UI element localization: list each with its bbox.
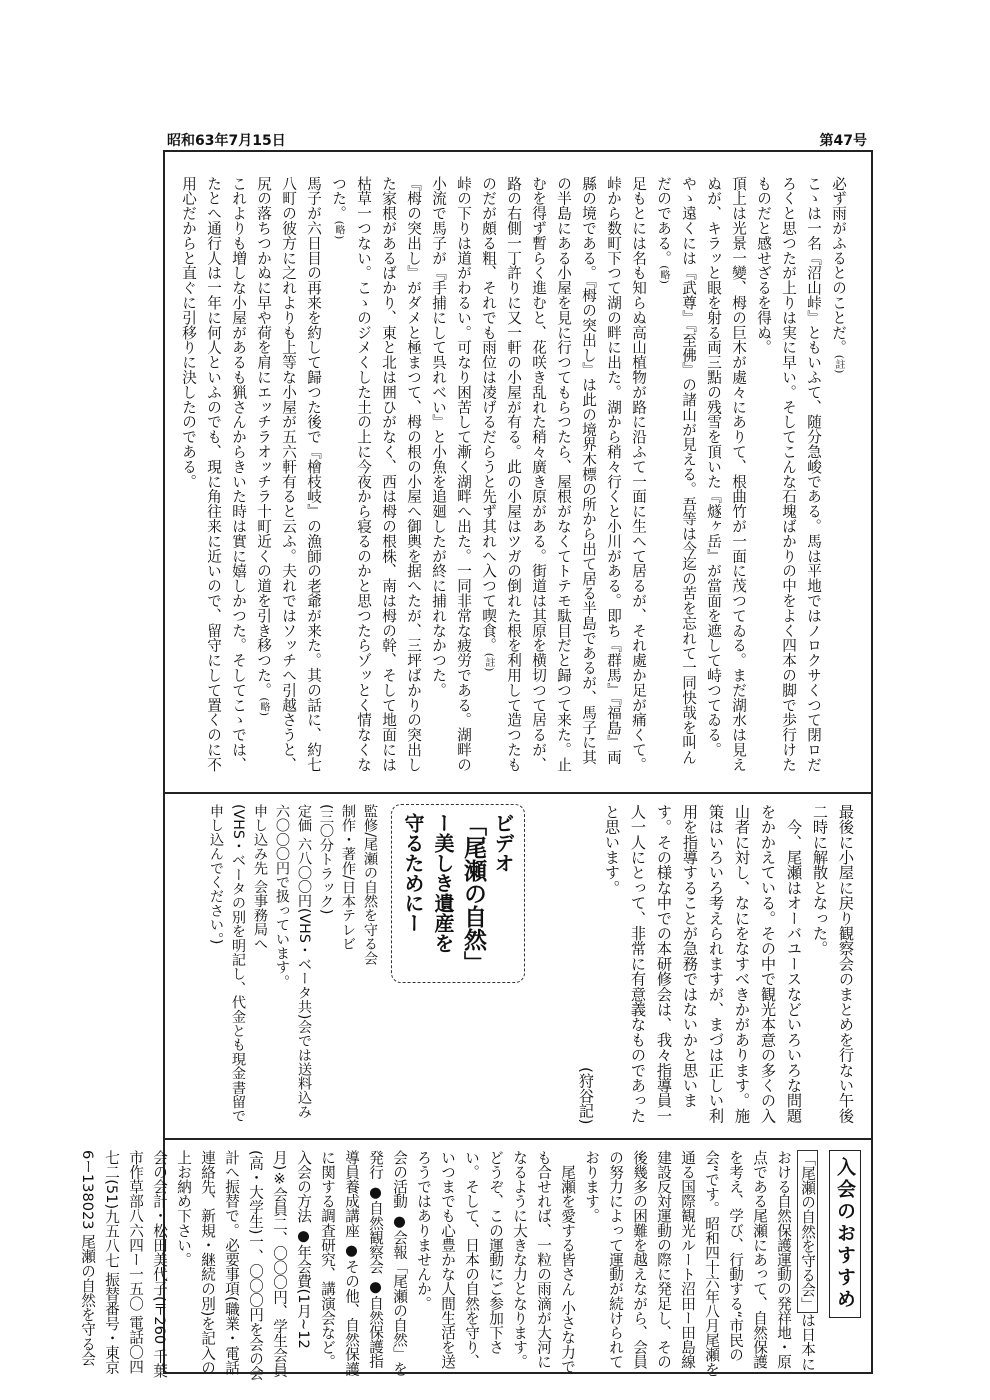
section-divider bbox=[165, 1138, 871, 1140]
org-name: 「尾瀬の自然を守る会」 bbox=[799, 1151, 816, 1312]
article-paragraph: 頂上は光景一變、栂の巨木が處々にありて、根曲竹が一面に茂つてゐる。まだ湖水は見えぬが、キラッと眼を射る両三點の残雪を頂いた『燧ヶ岳』が當面を遮して峙つてゐる。やゝ遠くには『武尊』『至佛』の諸山が見える。吾等は今迄の苦を忘れて一同快哉を叫んだのである。(略) bbox=[655, 176, 747, 772]
article-paragraph: これよりも増しな小屋があるも猟さんからきいた時は實に嬉しかつた。そしてこゝでは、たとへ通行人は一年に何人といふのでも、現に角往来に近いので、留守にして置くのに不用心だからと直ぐに引移りに決したのである。 bbox=[180, 176, 247, 772]
membership-invitation bbox=[79, 1150, 861, 1382]
video-production: 制作・著作/日本テレビ bbox=[340, 804, 356, 951]
travel-account-article bbox=[180, 176, 851, 776]
article-paragraph: 馬子が六日目の再来を約して歸つた後で『檜枝岐』の漁師の老爺が来た。其の話に、約七八町の彼方に之れよりも上等な小屋が五六軒有ると云ふ。夫れではソッチへ引越さうと、尻の落ちつかぬに早や荷を肩にエッチラオッチラ十町近くの道を引き移つた。(略) bbox=[255, 176, 322, 772]
video-title-box bbox=[391, 804, 525, 983]
annotation-mark: (註) bbox=[833, 354, 844, 374]
section-divider bbox=[165, 792, 871, 794]
article-paragraph: 足もとには名も知らぬ高山植物が路に沿ふて一面に生へて居るが、それ處か足が痛くて。峠から数町下つて湖の畔に出た。湖から稍々行くと小川がある。即ち『群馬』『福島』両縣の境である。『栂の突出し』は此の境界木標の所から出て居る半島であるが、馬子に其の半島にある小屋を見に行つてもらつたら、屋根がなくてトテモ駄目だと歸つて来た。止むを得ず暫らく進むと、花咲き乱れた稍々廣き原がある。街道は其原を横切つて居るが、路の右側一丁許りに又一軒の小屋が有る。此の小屋はツガの倒れた根を利用して造つたものだが頗る粗、それでも雨位は凌げるだらうと先ず其れへ入つて喫食。(註) bbox=[480, 176, 647, 772]
content-frame bbox=[79, 150, 873, 1381]
workshop-report bbox=[537, 804, 859, 1124]
annotation-mark: (註) bbox=[483, 652, 494, 672]
annotation-mark: (略) bbox=[333, 220, 344, 240]
annotation-mark: (略) bbox=[658, 265, 669, 285]
article-paragraph: 必ず雨がふるとのことだ。(註) bbox=[830, 176, 847, 374]
membership-appeal: 尾瀬を愛する皆さん 小さな力でも合せれば、一粒の雨滴が大河になるように大きな力となります。どうぞ、この運動にご参加下さい。そして、日本の自然を守り、いつまでも心豊かな人間生活を送ろうではありませんか。 bbox=[415, 1150, 576, 1374]
article-paragraph: 『栂の突出し』がダメと極まつて、栂の根の小屋へ御輿を据へたが、三坪ばかりの突出した家根があるばかり、東と北は囲ひがなく、西は栂の根株、南は栂の幹、そして地面には枯草一つない。こゝのジメくした土の上に今夜から寝るのかと思つたらゾッとく情なくなつた。(略) bbox=[330, 176, 422, 772]
membership-activities: 会の活動 ●会報「尾瀬の自然」を発行 ●自然観察会 ●自然保護指導員養成講座 ●その他、自然保護に関する調査研究、講演会など。 bbox=[319, 1150, 408, 1377]
report-paragraph: 今、尾瀬はオーバユースなどいろいろな問題をかかえている。その中で観光本意の多くの入山者に対し、なにをなすべきかがあります。施策はいろいろ考えられますが、まづは正しい利用を指導することが急務ではないかと思います。その様な中での本研修会は、我々指導員一人一人にとって、非常に有意義なものであったと思います。 (狩谷記) bbox=[573, 804, 807, 1124]
membership-method: 入会の方法 ●年会費(1月~12月)※会員二、〇〇〇円、学生会員(高・大学生)一、〇〇〇円を会の会計へ振替で。必要事項(職業・電話連絡先、新規・継続の別)を記入の上お納め下さい。 bbox=[175, 1150, 312, 1381]
issue-date: 昭和63年7月15日 bbox=[167, 133, 286, 149]
membership-title: 入会のおすすめ bbox=[829, 1150, 861, 1318]
video-runtime: (三〇分トラック) bbox=[318, 804, 334, 915]
video-price-member: 六〇〇〇円で扱っています。 bbox=[274, 804, 290, 989]
video-order-note: (VHS・ベータの別を明記し、代金とも現金書留で申し込んでください。) bbox=[208, 804, 246, 1123]
report-signature: (狩谷記) bbox=[577, 1066, 595, 1124]
video-supervision: 監修/尾瀬の自然を守る会 bbox=[362, 804, 378, 965]
annotation-mark: (略) bbox=[258, 697, 269, 717]
membership-intro: 「尾瀬の自然を守る会」は日本における自然保護運動の発祥地・原点である尾瀬にあって、自然保護を考え、学び、行動する“市民の会”です。昭和四十六年八月尾瀬を通る国際観光ルート沼田ー田島線建設反対運動の際に発足し、その後幾多の困難を越えながら、会員の努力によって運動が続けられております。 bbox=[583, 1150, 816, 1377]
membership-treasurer: 会の会計・松田美代子(〒260 千葉市作草部八六四ー一五〇 電話〇四七二(51)九五八七 振替番号・東京6ー138023 尾瀬の自然を守る会 bbox=[79, 1150, 168, 1378]
page-header bbox=[163, 128, 873, 150]
newsletter-page bbox=[79, 128, 873, 1390]
video-subtitle: ー美しき遺産を bbox=[431, 813, 455, 953]
video-label: ビデオ bbox=[491, 813, 515, 873]
video-price: 定価 六八〇〇円(VHS・ベータ共)会では送料込み bbox=[296, 804, 312, 1119]
video-order-contact: 申し込み先 会事務局へ bbox=[252, 804, 268, 951]
article-paragraph: こゝは一名『沼山峠』ともいふて、随分急峻である。馬は平地ではノロクサくつて閉ロだろくと思つたが上りは実に早い。そしてこんな石塊ばかりの中をよく四本の脚で歩行けたものだと感せざるを得ぬ。 bbox=[755, 176, 822, 772]
video-subtitle: 守るためにー bbox=[401, 813, 425, 933]
report-paragraph: 最後に小屋に戻り観察会のまとめを行ない午後二時に解散となった。 bbox=[811, 804, 855, 1124]
issue-number: 第47号 bbox=[819, 133, 867, 149]
article-paragraph: 峠の下りは道がわるい。可なり困苦して漸く湖畔へ出た。一同非常な疲労である。湖畔の小流で馬子が『手捕にして呉れべい』と小魚を追廻したが終に捕れなかつた。 bbox=[430, 176, 472, 772]
video-title: 「尾瀬の自然」 bbox=[460, 813, 486, 974]
video-advertisement bbox=[185, 804, 535, 1124]
